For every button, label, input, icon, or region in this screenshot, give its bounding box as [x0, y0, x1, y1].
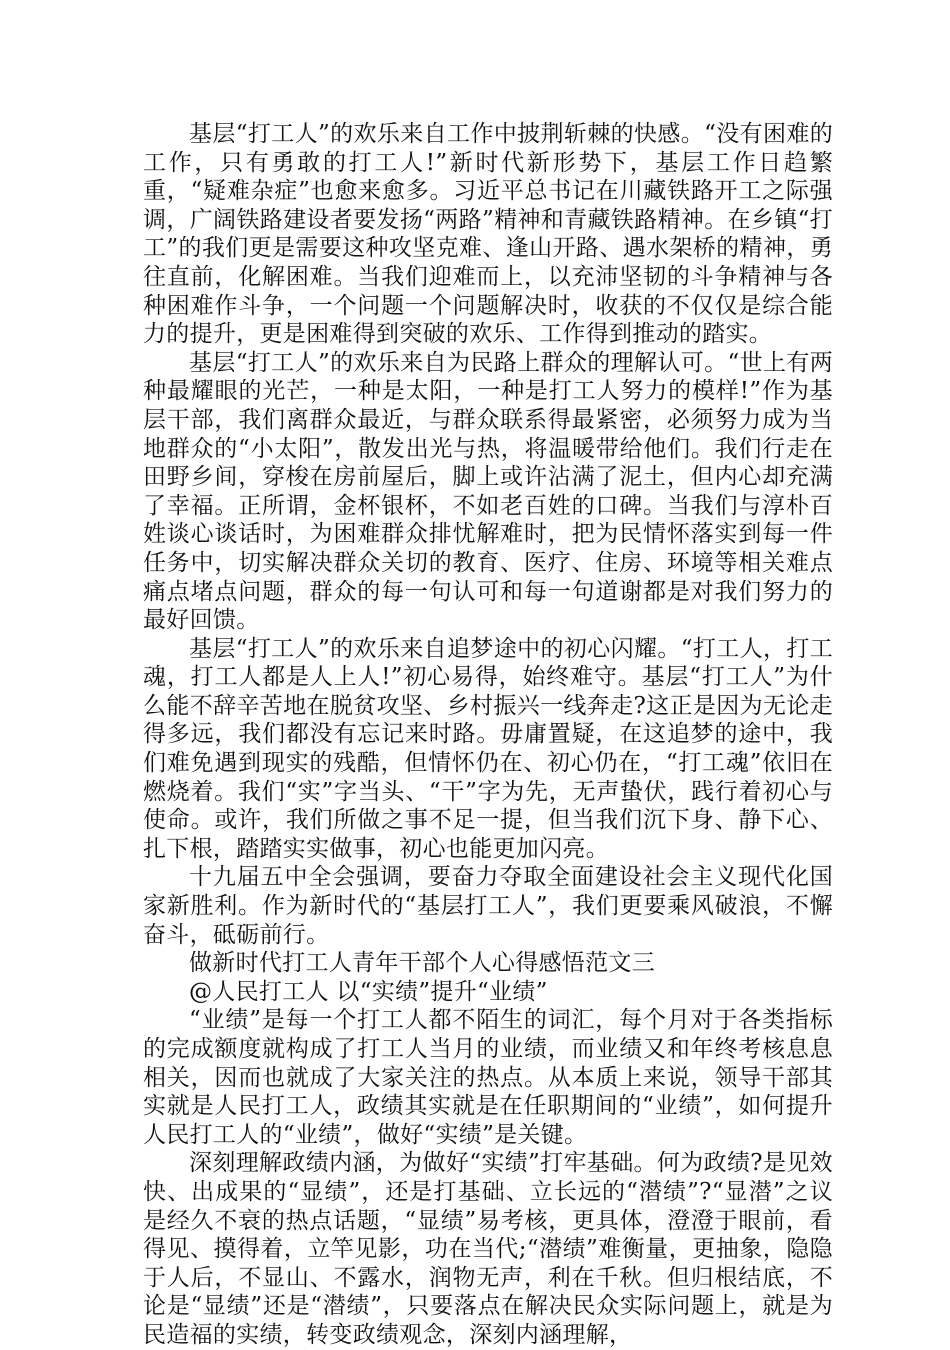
- paragraph-original-aspiration: 基层“打工人”的欢乐来自追梦途中的初心闪耀。“打工人，打工魂，打工人都是人上人!”初心易得，始终难守。基层“打工人”为什么能不辞辛苦地在脱贫攻坚、乡村振兴一线奔走?这正是因为无论走得多远，我们都没有忘记来时路。毋庸置疑，在这追梦的途中，我们难免遇到现实的残酷，但情怀仍在、初心仍在，“打工魂”依旧在燃烧着。我们“实”字当头、“干”字为先，无声蛰伏，践行着初心与使命。或许，我们所做之事不足一提，但当我们沉下身、静下心、扎下根，踏踏实实做事，初心也能更加闪亮。: [143, 635, 833, 862]
- paragraph-work-challenges: 基层“打工人”的欢乐来自工作中披荆斩棘的快感。“没有困难的工作，只有勇敢的打工人!”新时代新形势下，基层工作日趋繁重，“疑难杂症”也愈来愈多。习近平总书记在川藏铁路开工之际强调，广阔铁路建设者要发扬“两路”精神和青藏铁路精神。在乡镇“打工”的我们更是需要这种攻坚克难、逢山开路、遇水架桥的精神，勇往直前，化解困难。当我们迎难而上，以充沛坚韧的斗争精神与各种困难作斗争，一个问题一个问题解决时，收获的不仅仅是综合能力的提升，更是困难得到突破的欢乐、工作得到推动的踏实。: [143, 121, 833, 348]
- paragraph-performance-meaning: 深刻理解政绩内涵，为做好“实绩”打牢基础。何为政绩?是见效快、出成果的“显绩”，还是打基础、立长远的“潜绩”?“显潜”之议是经久不衰的热点话题，“显绩”易考核，更具体，澄澄于眼前，看得见、摸得着，立竿见影，功在当代;“潜绩”难衡量，更抽象，隐隐于人后，不显山、不露水，润物无声，利在千秋。但归根结底，不论是“显绩”还是“潜绩”，只要落点在解决民众实际问题上，就是为民造福的实绩，转变政绩观念，深刻内涵理解，: [143, 1150, 833, 1348]
- paragraph-performance-intro: “业绩”是每一个打工人都不陌生的词汇，每个月对于各类指标的完成额度就构成了打工人当月的业绩，而业绩又和年终考核息息相关，因而也就成了大家关注的热点。从本质上来说，领导干部其实就是人民打工人，政绩其实就是在任职期间的“业绩”，如何提升人民打工人的“业绩”，做好“实绩”是关键。: [143, 1007, 833, 1148]
- paragraph-public-recognition: 基层“打工人”的欢乐来自为民路上群众的理解认可。“世上有两种最耀眼的光芒，一种是太阳，一种是打工人努力的模样!”作为基层干部，我们离群众最近，与群众联系得最紧密，必须努力成为当地群众的“小太阳”，散发出光与热，将温暖带给他们。我们行走在田野乡间，穿梭在房前屋后，脚上或许沾满了泥土，但内心却充满了幸福。正所谓，金杯银杯，不如老百姓的口碑。当我们与淳朴百姓谈心谈话时，为困难群众排忧解难时，把为民情怀落实到每一件任务中，切实解决群众关切的教育、医疗、住房、环境等相关难点痛点堵点问题，群众的每一句认可和每一句道谢都是对我们努力的最好回馈。: [143, 349, 833, 634]
- document-page: [143, 120, 833, 1350]
- section-title: 做新时代打工人青年干部个人心得感悟范文三: [189, 950, 655, 977]
- paragraph-conclusion: 十九届五中全会强调，要奋力夺取全面建设社会主义现代化国家新胜利。作为新时代的“基层打工人”，我们更要乘风破浪，不懈奋斗，砥砺前行。: [143, 864, 833, 948]
- section-subtitle: @人民打工人 以“实绩”提升“业绩”: [189, 978, 548, 1005]
